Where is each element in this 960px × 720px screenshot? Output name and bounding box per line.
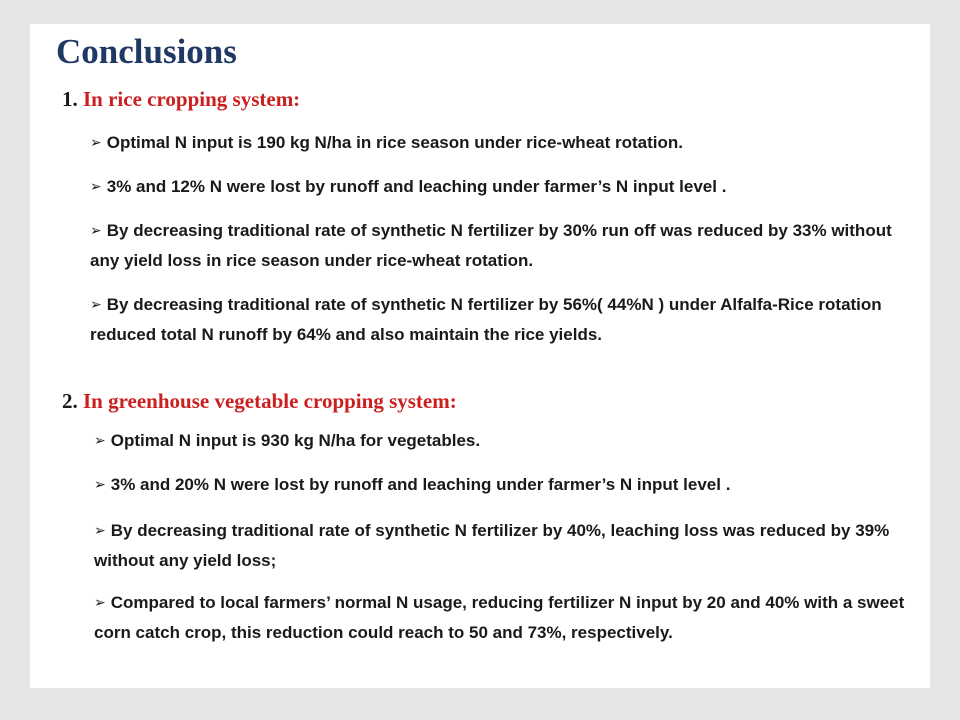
arrowhead-bullet-icon: ➢ [90,296,102,312]
section-title: In rice cropping system: [83,87,301,111]
bullet-item [90,128,890,158]
bullet-text: Optimal N input is 190 kg N/ha in rice season under rice-wheat rotation. [106,133,683,152]
section-heading-greenhouse [62,388,457,414]
bullet-item [90,172,910,202]
bullet-item [94,470,924,500]
slide-title: Conclusions [56,32,237,71]
bullet-item [90,216,920,275]
bullet-item [90,290,910,349]
arrowhead-bullet-icon: ➢ [94,522,106,538]
bullet-text: 3% and 12% N were lost by runoff and leaching under farmer’s N input level . [106,177,727,196]
bullet-text: By decreasing traditional rate of synthetic N fertilizer by 40%, leaching loss was reduced by 39% without any yield loss; [94,521,890,570]
bullet-item [94,588,924,647]
arrowhead-bullet-icon: ➢ [94,476,106,492]
section-title: In greenhouse vegetable cropping system: [83,389,457,413]
bullet-text: 3% and 20% N were lost by runoff and leaching under farmer’s N input level . [110,475,731,494]
section-number: 2. [62,389,78,413]
bullet-text: Optimal N input is 930 kg N/ha for vegetables. [110,431,481,450]
bullet-text: By decreasing traditional rate of synthetic N fertilizer by 30% run off was reduced by 33% without any yield loss in rice season under rice-wheat rotation. [90,221,892,270]
arrowhead-bullet-icon: ➢ [94,432,106,448]
section-heading-rice [62,86,300,112]
bullet-text: By decreasing traditional rate of synthetic N fertilizer by 56%( 44%N ) under Alfalfa-Rice rotation reduced total N runoff by 64% and also maintain the rice yields. [90,295,882,344]
arrowhead-bullet-icon: ➢ [90,134,102,150]
arrowhead-bullet-icon: ➢ [90,178,102,194]
section-number: 1. [62,87,78,111]
bullet-item [94,426,894,456]
bullet-item [94,516,944,575]
arrowhead-bullet-icon: ➢ [90,222,102,238]
arrowhead-bullet-icon: ➢ [94,594,106,610]
bullet-text: Compared to local farmers’ normal N usage, reducing fertilizer N input by 20 and 40% with a sweet corn catch crop, this reduction could reach to 50 and 73%, respectively. [94,593,905,642]
